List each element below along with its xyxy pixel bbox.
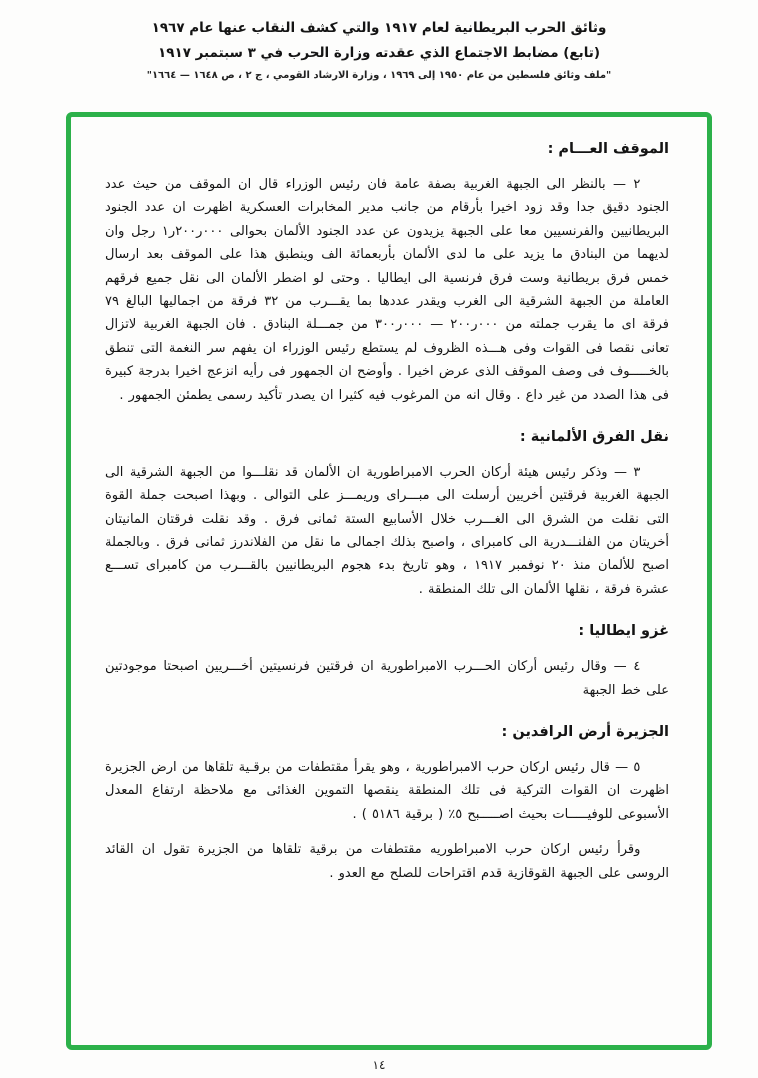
header-subtitle-line: (تابع) مضابط الاجتماع الذي عقدته وزارة الحرب في ٣ سبتمبر ١٩١٧ <box>157 45 601 61</box>
section-german-divisions-transfer <box>105 429 669 601</box>
content-box <box>66 112 712 1050</box>
paragraph: ٣ — وذكر رئيس هيئة أركان الحرب الامبراطورية ان الألمان قد نقلـــوا من الجبهة الشرقية الى الجبهة الغربية فرقتين أخريين أرسلت الى مبـــراى وريمـــز على التوالى . وبهذا اصبحت جملة القوة التى نقلت من الشرق الى الغـــرب خلال الأسابيع الستة ثمانى فرق . وقد نقلت فرقتان المانيتان أخريتان من الفلنـــدرية الى كامبراى ، واصبح بذلك اجمالى ما نقل من الفلاندرز ثمانى فرق . وبالجملة اصبح للألمان منذ ٢٠ نوفمبر ١٩١٧ ، وهو تاريخ بدء هجوم البريطانيين بالقـــرب من كامبراى تســـع عشرة فرقة ، نقلها الألمان الى تلك المنطقة . <box>105 464 669 597</box>
header-source-line: "ملف وثائق فلسطين من عام ١٩٥٠ إلى ١٩٦٩ ، وزارة الارشاد القومي ، ج ٢ ، ص ١٦٤٨ — ١٦٦٤" <box>146 70 612 81</box>
header-title-line: وثائق الحرب البريطانية لعام ١٩١٧ والتي كشف النقاب عنها عام ١٩٦٧ <box>151 20 607 36</box>
section-invasion-of-italy <box>105 623 669 702</box>
section-mesopotamia <box>105 724 669 885</box>
paragraph: ٥ — قال رئيس اركان حرب الامبراطورية ، وهو يقرأ مقتطفات من برقـية تلقاها من ارض الجزيرة اظهرت ان القوات التركية فى تلك المنطقة ينقصها التموين الغذائى مع ملاحظة ارتفاع المعدل الأسبوعى للوفيـــــات بحيث اصـــــبح ٥٪ ( برقية ٥١٨٦ ) . <box>105 760 669 822</box>
paragraph: ٢ — بالنظر الى الجبهة الغربية بصفة عامة فان رئيس الوزراء قال ان الموقف من حيث عدد الجنود دقيق جدا وقد زود اخيرا بأرقام من جانب مدير المخابرات العسكرية اظهرت ان عدد الجنود البريطانيين والفرنسيين معا على الجبهة يزيدون عن عدد الجنود الألمان بحوالى ٠٠٠ر٢٠٠ر١ رجل وان لديهما من البنادق ما يزيد على ما لدى الألمان بأربعمائة الف وينطبق هذا على الموقف بعد ارسال خمس فرق بريطانية وست فرق فرنسية الى ايطاليا . وحتى لو اضطر الألمان الى نقل جميع فرقهم العاملة من الجبهة الشرقية الى الغرب ويقدر عددها بما يقـــرب من ٣٢ فرقة من اجماليها البالغ ٧٩ فرقة اى ما يقرب جملته من ٠٠٠ر٢٠٠ — ٠٠٠ر٣٠٠ من جمـــلة البنادق . فان الجبهة الغربية لاتزال تعانى نقصا فى القوات وفى هـــذه الظروف لم يستطع رئيس الوزراء ان يفهم سر النغمة التى تنطق بالخـــــوف فى وصف الموقف الذى عرض اخيرا . وأوضح ان الجمهور فى رأيه انزعج اخيرا بدرجة كبيرة فى هذا الصدد من غير داع . وقال انه من المرغوب فيه كثيرا ان يصدر تأكيد رسمى يطمئن الجمهور . <box>105 177 670 403</box>
section-heading: الجزيرة أرض الرافدين : <box>501 724 669 741</box>
document-header <box>0 0 758 81</box>
section-heading: غزو ايطاليا : <box>578 623 669 640</box>
paragraph: وقرأ رئيس اركان حرب الامبراطوريه مقتطفات من برقية تلقاها من الجزيرة تقول ان القائد الروسى على الجبهة القوقازية قدم اقتراحات للصلح مع العدو . <box>105 842 669 881</box>
section-heading: الموقف العـــام : <box>547 141 669 157</box>
page-number: ١٤ <box>372 1058 386 1072</box>
paragraph: ٤ — وقال رئيس أركان الحـــرب الامبراطورية ان فرقتين فرنسيتين أخـــريين اصبحتا موجودتين على خط الجبهة <box>105 659 669 698</box>
section-general-situation <box>105 141 669 407</box>
section-heading: نقل الفرق الألمانية : <box>519 428 669 445</box>
page-footer <box>0 1058 758 1072</box>
